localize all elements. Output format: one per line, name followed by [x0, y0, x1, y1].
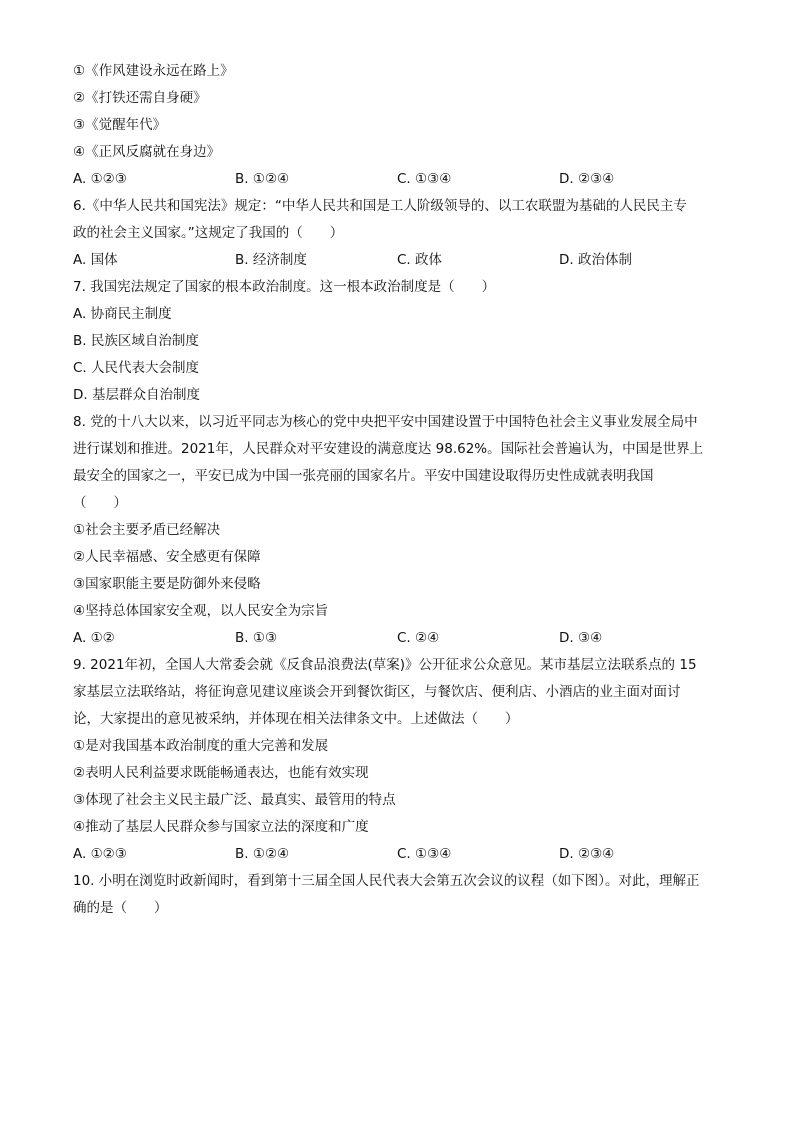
statement-2: ②表明人民利益要求既能畅通表达，也能有效实现: [73, 765, 369, 781]
question-stem: （ ）: [73, 495, 127, 511]
option-d: D. ②③④: [559, 171, 615, 187]
question-stem: 7. 我国宪法规定了国家的根本政治制度。这一根本政治制度是（ ）: [73, 279, 496, 295]
option-a: A. 协商民主制度: [73, 306, 172, 322]
option-d: D. 基层群众自治制度: [73, 387, 200, 403]
option-c: C. 政体: [397, 252, 443, 268]
option-a: A. ①②③: [73, 171, 127, 187]
option-b: B. 民族区域自治制度: [73, 333, 199, 349]
answer-options: [73, 625, 723, 652]
statement-1: ①社会主要矛盾已经解决: [73, 522, 221, 538]
answer-options: [73, 841, 723, 868]
question-5: [73, 58, 723, 193]
question-stem: 8. 党的十八大以来，以习近平同志为核心的党中央把平安中国建设置于中国特色社会主义事业发展全局中: [73, 414, 698, 430]
option-a: A. 国体: [73, 252, 118, 268]
question-6: [73, 193, 723, 274]
question-stem: 6.《中华人民共和国宪法》规定：“中华人民共和国是工人阶级领导的、以工农联盟为基础的人民民主专: [73, 198, 687, 214]
option-c: C. ②④: [397, 630, 440, 646]
option-d: D. ③④: [559, 630, 603, 646]
option-a: A. ①②③: [73, 846, 127, 862]
question-8: [73, 409, 723, 652]
question-stem: 论，大家提出的意见被采纳，并体现在相关法律条文中。上述做法（ ）: [73, 711, 519, 727]
statement-4: ④《正风反腐就在身边》: [73, 144, 221, 160]
question-9: [73, 652, 723, 868]
question-stem: 9. 2021年初，全国人大常委会就《反食品浪费法(草案)》公开征求公众意见。某市基层立法联系点的 15: [73, 657, 697, 673]
option-a: A. ①②: [73, 630, 115, 646]
option-d: D. ②③④: [559, 846, 615, 862]
statement-1: ①《作风建设永远在路上》: [73, 63, 234, 79]
statement-2: ②人民幸福感、安全感更有保障: [73, 549, 261, 565]
answer-options: [73, 166, 723, 193]
question-7: [73, 274, 723, 409]
exam-page: [73, 58, 723, 922]
question-stem: 最安全的国家之一，平安已成为中国一张亮丽的国家名片。平安中国建设取得历史性成就表明我国: [73, 468, 654, 484]
statement-2: ②《打铁还需自身硬》: [73, 90, 207, 106]
option-b: B. 经济制度: [235, 252, 307, 268]
statement-3: ③国家职能主要是防御外来侵略: [73, 576, 261, 592]
option-b: B. ①②④: [235, 846, 290, 862]
question-stem: 家基层立法联络站，将征询意见建议座谈会开到餐饮街区，与餐饮店、便利店、小酒店的业主面对面讨: [73, 684, 681, 700]
question-stem: 确的是（ ）: [73, 900, 168, 916]
statement-3: ③体现了社会主义民主最广泛、最真实、最管用的特点: [73, 792, 396, 808]
answer-options: [73, 247, 723, 274]
option-b: B. ①②④: [235, 171, 290, 187]
question-stem: 政的社会主义国家。”这规定了我国的（ ）: [73, 225, 344, 241]
question-10: [73, 868, 723, 922]
statement-3: ③《觉醒年代》: [73, 117, 167, 133]
option-c: C. 人民代表大会制度: [73, 360, 200, 376]
option-c: C. ①③④: [397, 171, 452, 187]
statement-4: ④推动了基层人民群众参与国家立法的深度和广度: [73, 819, 369, 835]
statement-4: ④坚持总体国家安全观，以人民安全为宗旨: [73, 603, 329, 619]
question-stem: 10. 小明在浏览时政新闻时，看到第十三届全国人民代表大会第五次会议的议程（如下图）。对此，理解正: [73, 873, 700, 889]
statement-1: ①是对我国基本政治制度的重大完善和发展: [73, 738, 329, 754]
option-d: D. 政治体制: [559, 252, 632, 268]
question-stem: 进行谋划和推进。2021年，人民群众对平安建设的满意度达 98.62%。国际社会普遍认为，中国是世界上: [73, 441, 704, 457]
option-b: B. ①③: [235, 630, 278, 646]
option-c: C. ①③④: [397, 846, 452, 862]
